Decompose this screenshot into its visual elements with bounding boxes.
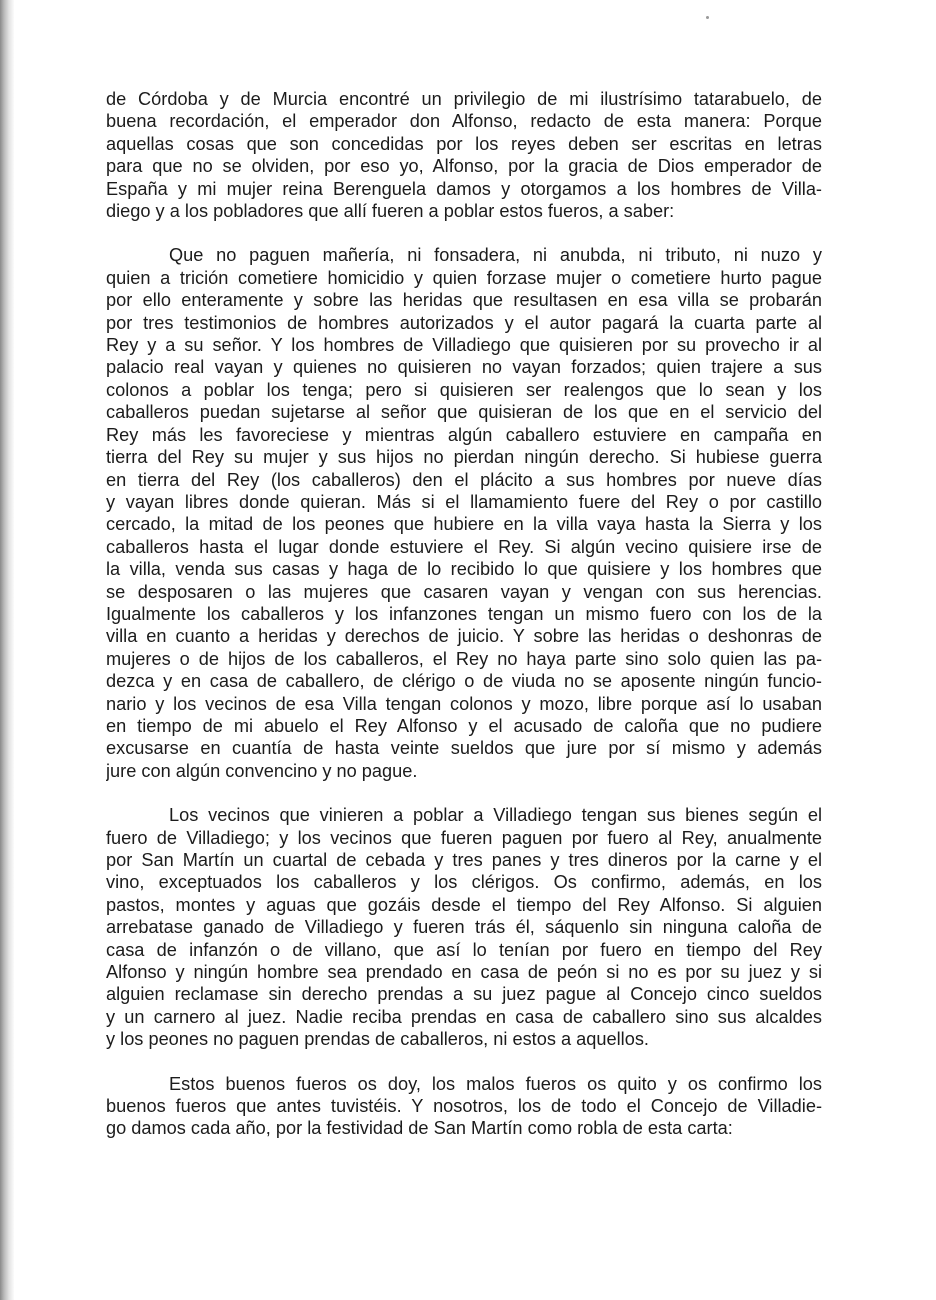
text-line: Igualmente los caballeros y los infanzones tengan un mismo fuero con los de la [106,603,822,624]
text-line: Estos buenos fueros os doy, los malos fueros os quito y os confirmo los [169,1073,822,1094]
document-body [106,88,822,1162]
text-line: excusarse en cuantía de hasta veinte sueldos que jure por sí mismo y además [106,738,822,759]
text-line: por San Martín un cuartal de cebada y tres panes y tres dineros por la carne y el [106,850,822,870]
text-line: Alfonso y ningún hombre sea prendado en casa de peón si no es por su juez y si [106,962,822,983]
text-line: en tierra del Rey (los caballeros) den el plácito a sus hombres por nueve días [106,469,822,490]
text-line: tierra del Rey su mujer y sus hijos no pierdan ningún derecho. Si hubiese guerra [106,447,822,468]
text-line: Los vecinos que vinieren a poblar a Villadiego tengan sus bienes según el [169,805,822,826]
text-line: Que no paguen mañería, ni fonsadera, ni anubda, ni tributo, ni nuzo y [169,245,822,266]
paragraph-1 [106,88,822,222]
paragraph-2 [106,244,822,782]
text-line: vino, exceptuados los caballeros y los clérigos. Os confirmo, además, en los [106,872,822,893]
text-line: y los peones no paguen prendas de caballeros, ni estos a aquellos. [106,1029,649,1050]
text-line: mujeres o de hijos de los caballeros, el Rey no haya parte sino solo quien las pa- [106,648,822,669]
scan-edge-shadow [0,0,14,1300]
text-line: España y mi mujer reina Berenguela damos y otorgamos a los hombres de Villa- [106,178,822,199]
text-line: alguien reclamase sin derecho prendas a su juez pague al Concejo cinco sueldos [106,984,822,1005]
text-line: y vayan libres donde quieran. Más si el llamamiento fuere del Rey o por castillo [106,491,822,512]
text-line: palacio real vayan y quienes no quisieren no vayan forzados; quien trajere a sus [106,357,822,378]
text-line: caballeros puedan sujetarse al señor que quisieran de los que en el servicio del [106,402,822,423]
text-line: villa en cuanto a heridas y derechos de juicio. Y sobre las heridas o deshonras de [106,626,822,647]
scan-speck [706,16,709,19]
text-line: dezca y en casa de caballero, de clérigo o de viuda no se aposente ningún funcio- [106,671,822,692]
text-line: buenos fueros que antes tuvistéis. Y nosotros, los de todo el Concejo de Villadie- [106,1096,822,1117]
text-line: por ello enteramente y sobre las heridas que resultasen en esa villa se probarán [106,290,822,311]
paragraph-3 [106,804,822,1050]
text-line: colonos a poblar los tenga; pero si quisieren ser realengos que lo sean y los [106,379,822,400]
text-line: de Córdoba y de Murcia encontré un privilegio de mi ilustrísimo tatarabuelo, de [106,89,822,109]
text-line: por tres testimonios de hombres autorizados y el autor pagará la cuarta parte al [106,312,822,333]
text-line: y un carnero al juez. Nadie reciba prendas en casa de caballero sino sus alcaldes [106,1006,822,1027]
text-line: arrebatase ganado de Villadiego y fueren trás él, sáquenlo sin ninguna caloña de [106,917,822,938]
text-line: quien a trición cometiere homicidio y quien forzase mujer o cometiere hurto pague [106,267,822,288]
paragraph-4 [106,1073,822,1140]
text-line: nario y los vecinos de esa Villa tengan colonos y mozo, libre porque así lo usaban [106,693,822,714]
text-line: Rey más les favoreciese y mientras algún caballero estuviere en campaña en [106,424,822,445]
text-line: diego y a los pobladores que allí fueren a poblar estos fueros, a saber: [106,201,675,222]
text-line: aquellas cosas que son concedidas por los reyes deben ser escritas en letras [106,133,822,154]
text-line: la villa, venda sus casas y haga de lo recibido lo que quisiere y los hombres que [106,559,822,580]
text-line: fuero de Villadiego; y los vecinos que fueren paguen por fuero al Rey, anualmente [106,827,822,848]
text-line: go damos cada año, por la festividad de San Martín como robla de esta carta: [106,1118,733,1139]
text-line: para que no se olviden, por eso yo, Alfonso, por la gracia de Dios emperador de [106,156,822,177]
text-line: en tiempo de mi abuelo el Rey Alfonso y el acusado de caloña que no pudiere [106,715,822,736]
text-line: caballeros hasta el lugar donde estuviere el Rey. Si algún vecino quisiere irse de [106,536,822,557]
text-line: Rey y a su señor. Y los hombres de Villadiego que quisieren por su provecho ir al [106,335,822,356]
text-line: jure con algún convencino y no pague. [106,760,418,781]
text-line: cercado, la mitad de los peones que hubiere en la villa vaya hasta la Sierra y los [106,514,822,535]
text-line: buena recordación, el emperador don Alfonso, redacto de esta manera: Porque [106,111,822,132]
text-line: pastos, montes y aguas que gozáis desde el tiempo del Rey Alfonso. Si alguien [106,894,822,915]
text-line: casa de infanzón o de villano, que así lo tenían por fuero en tiempo del Rey [106,939,822,960]
text-line: se desposaren o las mujeres que casaren vayan y vengan con sus herencias. [106,581,822,602]
